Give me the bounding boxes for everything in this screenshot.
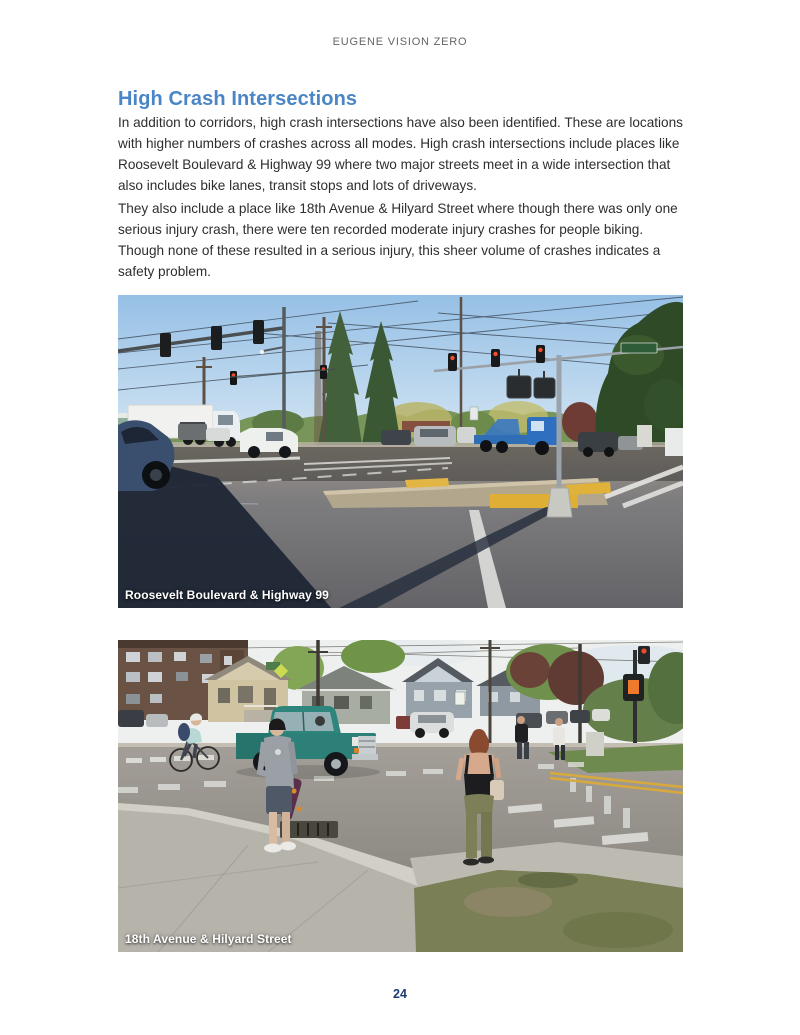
hilyard-photo-illustration [118, 640, 683, 952]
running-header: EUGENE VISION ZERO [332, 36, 468, 48]
photo-18th-hilyard [118, 640, 683, 952]
paragraph-hilyard: They also include a place like 18th Avenue & Hilyard Street where though there was only one serious injury crash, there were ten recorded moderate injury crashes for people biking. Though none of these resulted in a serious injury, this sheer volume of crashes indicates a safety problem. [118, 201, 678, 279]
section-heading: High Crash Intersections [118, 88, 358, 110]
photo-caption-roosevelt: Roosevelt Boulevard & Highway 99 [125, 588, 329, 602]
photo-roosevelt-highway99 [118, 295, 683, 608]
grass-patch [414, 870, 683, 952]
utility-cabinet [586, 732, 604, 756]
page-number: 24 [393, 987, 407, 1001]
photo-caption-hilyard: 18th Avenue & Hilyard Street [125, 932, 292, 946]
paragraph-intro: In addition to corridors, high crash intersections have also been identified. These are locations with higher numbers of crashes across all modes. High crash intersections include places like Roosevelt Boulevard & Highway 99 where two major streets meet in a wide intersection that also includes bike lanes, transit stops and lots of driveways. [118, 115, 683, 193]
roosevelt-photo-illustration [118, 295, 683, 608]
